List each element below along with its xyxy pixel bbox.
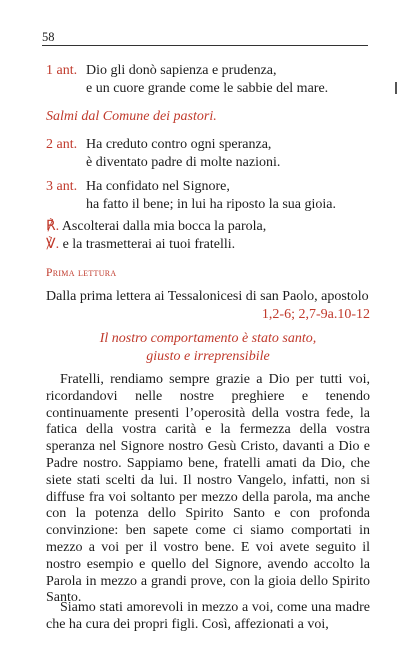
antiphon-2	[46, 136, 370, 171]
antiphon-text	[86, 136, 280, 171]
reading-paragraph-1: Fratelli, rendiamo sempre grazie a Dio per tutti voi, ricordandovi nelle nostre preghiere e tenendo continuamente presenti l’operosità della vostra fede, la fatica della vostra carità e la fermezza della vostra speranza nel Signore nostro Gesù Cristo, davanti a Dio e Padre nostro. Sappiamo bene, fratelli amati da Dio, che siete stati scelti da lui. Il nostro Vangelo, infatti, non si diffuse fra voi soltanto per mezzo della parola, ma anche con la potenza dello Spirito Santo e con profonda convinzione: ben sapete come ci siamo comportati in mezzo a voi per il vostro bene. E voi avete seguito il nostro esempio e quello del Signore, avendo accolto la Parola in mezzo a grandi prove, con la gioia dello Spirito Santo.	[46, 372, 370, 606]
subtitle-line: Il nostro comportamento è stato santo,	[99, 331, 317, 346]
header-rule	[42, 45, 368, 46]
antiphon-label: 2 ant.	[46, 137, 78, 152]
reading-heading-text: Prima lettura	[46, 267, 117, 279]
versicle	[46, 218, 370, 253]
versicle-text: e la trasmetterai ai tuoi fratelli.	[62, 236, 236, 252]
response-text: Ascolterai dalla mia bocca la parola,	[61, 219, 267, 234]
versicle-symbol: ℣.	[46, 236, 60, 252]
reading-source: Dalla prima lettera ai Tessalonicesi di san Paolo, apostolo	[46, 289, 369, 304]
reading-heading	[46, 264, 370, 283]
antiphon-line: ha fatto il bene; in lui ha riposto la sua gioia.	[86, 196, 336, 212]
reading-source-block	[46, 288, 370, 323]
antiphon-line: Ha confidato nel Signore,	[86, 179, 230, 194]
margin-mark	[395, 82, 397, 94]
reading-subtitle	[46, 330, 370, 365]
antiphon-text	[86, 62, 328, 97]
subtitle-line: giusto e irreprensibile	[146, 348, 270, 364]
antiphon-label: 1 ant.	[46, 63, 78, 78]
antiphon-line: Dio gli donò sapienza e prudenza,	[86, 63, 277, 78]
reading-reference: 1,2-6; 2,7-9a.10-12	[261, 306, 370, 322]
antiphon-line: è diventato padre di molte nazioni.	[86, 154, 281, 170]
psalms-heading: Salmi dal Comune dei pastori.	[46, 109, 217, 124]
response-symbol: ℟.	[46, 219, 60, 234]
reading-paragraph-2: Siamo stati amorevoli in mezzo a voi, come una madre che ha cura dei propri figli. Così, affezionati a voi,	[46, 600, 370, 632]
antiphon-line: Ha creduto contro ogni speranza,	[86, 137, 272, 152]
antiphon-3	[46, 178, 370, 213]
antiphon-line: e un cuore grande come le sabbie del mare.	[86, 80, 329, 96]
antiphon-label: 3 ant.	[46, 179, 78, 194]
antiphon-1	[46, 62, 370, 97]
antiphon-text	[86, 178, 336, 213]
page-number: 58	[42, 30, 55, 44]
